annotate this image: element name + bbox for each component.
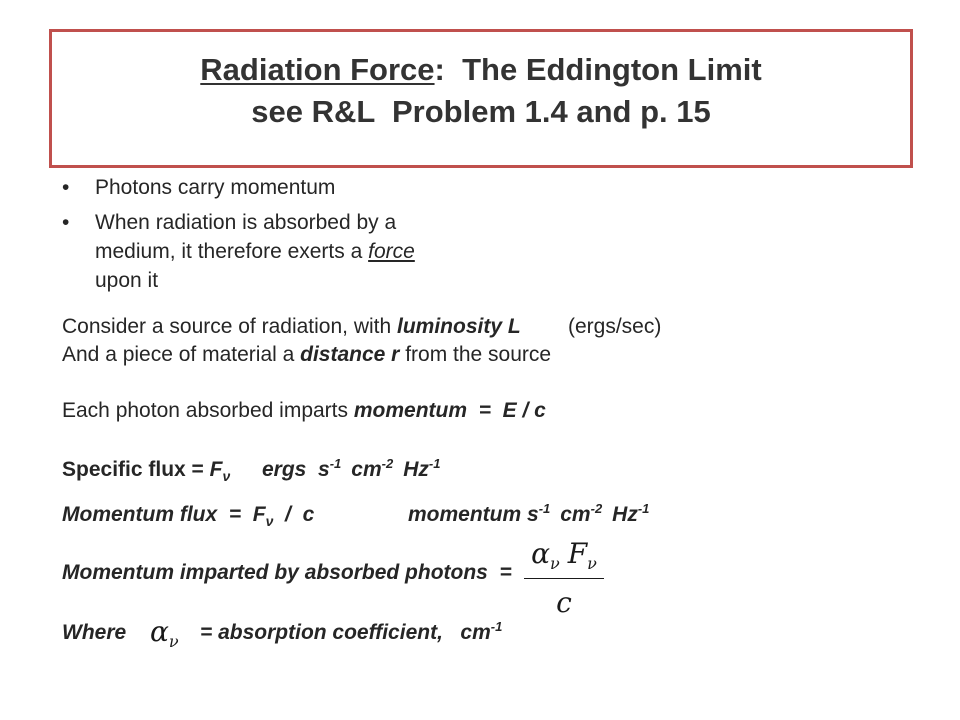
luminosity-term: luminosity L: [397, 315, 521, 338]
unit-exponent: -1: [637, 501, 650, 516]
specific-flux-units: [262, 456, 441, 481]
specific-flux-line: [62, 458, 231, 484]
alpha-symbol: α: [150, 615, 169, 648]
absorption-coefficient-definition: [200, 619, 503, 644]
title-box: [49, 29, 913, 168]
photon-pre: Each photon absorbed imparts: [62, 399, 354, 422]
bullet-dot: •: [62, 176, 70, 199]
where-label-text: Where: [62, 621, 127, 644]
flux-symbol: [252, 503, 274, 529]
unit-exponent: -1: [538, 501, 551, 516]
distance-pre: And a piece of material a: [62, 343, 301, 366]
distance-line: [62, 344, 551, 366]
alpha-symbol: α: [531, 537, 550, 570]
bullet-text: When radiation is absorbed by a: [95, 211, 397, 234]
unit-exponent: -1: [329, 456, 342, 471]
photon-momentum-term: momentum = E / c: [353, 399, 546, 422]
unit-part: [351, 456, 394, 481]
title-line-1-rest: : The Eddington Limit: [434, 52, 762, 87]
f-nu-term: [567, 537, 597, 573]
flux-symbol-letter: F: [252, 503, 266, 526]
unit-exponent: -2: [381, 456, 394, 471]
luminosity-units-text: (ergs/sec): [568, 315, 662, 338]
bullet-item-2-line-2: [95, 241, 415, 263]
nu-subscript: ν: [168, 632, 179, 651]
luminosity-units: [568, 316, 661, 338]
unit-exponent: -1: [428, 456, 441, 471]
bullet-text: medium, it therefore exerts a: [95, 240, 369, 263]
unit-base: cm: [560, 503, 591, 526]
flux-symbol: [209, 458, 231, 484]
specific-flux-label: Specific flux =: [62, 458, 210, 481]
bullet-marker: [62, 177, 69, 199]
bullet-item-1: [95, 177, 335, 199]
bullet-marker: [62, 212, 69, 234]
momentum-imparted-label: Momentum imparted by absorbed photons =: [62, 561, 512, 584]
distance-term: distance r: [300, 343, 400, 366]
unit-part: [612, 501, 650, 526]
title-underlined-text: Radiation Force: [200, 52, 435, 87]
bullet-text: upon it: [95, 269, 159, 292]
flux-subscript: ν: [265, 513, 274, 529]
unit-base: Hz: [612, 503, 638, 526]
flux-symbol-letter: F: [209, 458, 223, 481]
unit-part: [403, 456, 441, 481]
nu-subscript: ν: [587, 554, 597, 573]
bullet-text: Photons carry momentum: [95, 176, 336, 199]
unit-base: momentum s: [408, 503, 539, 526]
fraction-denominator: c: [556, 586, 572, 619]
nu-subscript: ν: [550, 554, 560, 573]
definition-base: = absorption coefficient, cm: [200, 621, 491, 644]
f-symbol: F: [567, 537, 588, 570]
luminosity-pre: Consider a source of radiation, with: [62, 315, 398, 338]
photon-momentum-line: [62, 400, 546, 422]
imparted-fraction: [524, 538, 604, 623]
title-line-1: [52, 49, 910, 91]
title-subtitle-text: see R&L Problem 1.4 and p. 15: [251, 94, 711, 129]
unit-exponent: -2: [590, 501, 603, 516]
fraction-numerator: [524, 537, 604, 573]
luminosity-line: [62, 316, 521, 338]
unit-part: [560, 501, 603, 526]
emphasis-force: force: [368, 240, 415, 263]
bullet-item-2-line-3: [95, 270, 158, 292]
momentum-flux-divisor: / c: [273, 503, 315, 526]
momentum-flux-label: Momentum flux =: [62, 503, 253, 526]
momentum-flux-units: [408, 501, 650, 526]
alpha-nu-term: [531, 537, 560, 573]
unit-base: ergs s: [262, 458, 330, 481]
momentum-flux-line: [62, 503, 315, 529]
unit-exponent: -1: [490, 619, 503, 634]
unit-part: [262, 456, 342, 481]
definition-text: [200, 619, 503, 644]
distance-post: from the source: [399, 343, 552, 366]
momentum-imparted-line: [62, 562, 512, 584]
where-label: [62, 622, 126, 644]
bullet-dot: •: [62, 211, 70, 234]
unit-part: [408, 501, 551, 526]
unit-base: Hz: [403, 458, 429, 481]
alpha-nu-symbol: [150, 614, 179, 650]
bullet-item-2-line-1: [95, 212, 396, 234]
title-line-2: [52, 91, 910, 133]
unit-base: cm: [351, 458, 382, 481]
flux-subscript: ν: [222, 468, 231, 484]
